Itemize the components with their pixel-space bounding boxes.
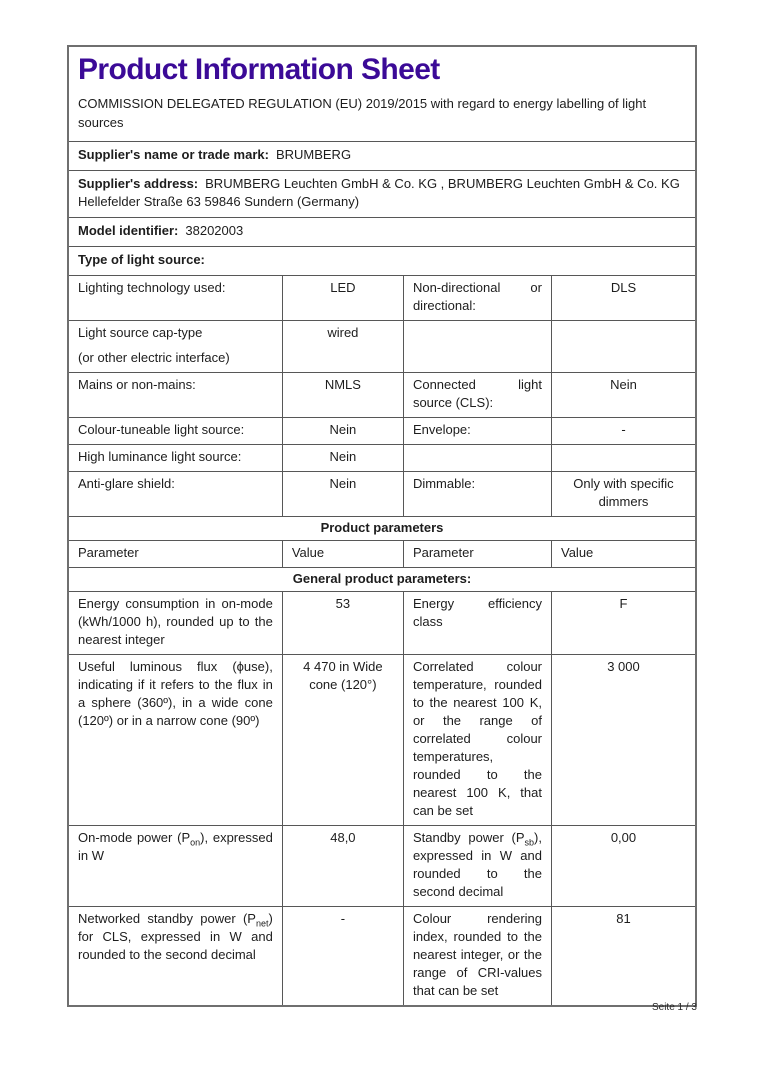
parameter-value: Nein bbox=[282, 418, 403, 444]
supplier-name-label: Supplier's name or trade mark: bbox=[78, 147, 269, 162]
supplier-name-row bbox=[69, 141, 695, 170]
page-title: Product Information Sheet bbox=[78, 53, 440, 86]
parameter-value: Nein bbox=[551, 373, 695, 417]
model-identifier-value: 38202003 bbox=[185, 223, 244, 238]
column-header-value: Value bbox=[282, 541, 403, 567]
parameter-label: Useful luminous flux (ϕuse), indicating if it refers to the flux in a sphere (360º), in a wide cone (120º) or in a narrow cone (90º) bbox=[78, 659, 273, 728]
table-row-energy-consumption bbox=[69, 591, 695, 654]
table-row-lighting-technology bbox=[69, 275, 695, 320]
parameter-label: Energy efficiency class bbox=[403, 592, 551, 654]
parameter-value: 48,0 bbox=[282, 826, 403, 906]
parameter-label: Mains or non-mains: bbox=[78, 377, 196, 392]
parameter-label: High luminance light source: bbox=[78, 449, 242, 464]
product-parameters-heading: Product parameters bbox=[69, 516, 695, 540]
general-product-parameters-heading: General product parameters: bbox=[69, 567, 695, 591]
type-of-light-source-row bbox=[69, 246, 695, 275]
table-row-cap-type bbox=[69, 320, 695, 372]
page-number: Seite 1 / 3 bbox=[651, 1002, 697, 1013]
type-of-light-source-label: Type of light source: bbox=[78, 252, 205, 267]
parameter-value: Nein bbox=[282, 445, 403, 471]
column-header-parameter: Parameter bbox=[78, 545, 139, 560]
model-identifier-row bbox=[69, 217, 695, 246]
parameter-label: Standby power $(P_{sb})$, expressed in W and rounded to the second decimal bbox=[403, 826, 551, 906]
parameter-value: Nein bbox=[282, 472, 403, 516]
table-row-colour-tuneable bbox=[69, 417, 695, 444]
parameter-value bbox=[551, 321, 695, 372]
table-row-high-luminance bbox=[69, 444, 695, 471]
supplier-name-value: BRUMBERG bbox=[275, 147, 352, 162]
parameter-value: - bbox=[282, 907, 403, 1005]
parameter-label: Colour-tuneable light source: bbox=[78, 422, 245, 437]
parameter-value: Only with specific dimmers bbox=[551, 472, 695, 516]
parameter-label bbox=[403, 445, 551, 471]
parameter-value: 81 bbox=[551, 907, 695, 1005]
parameter-label: Non-directional or directional: bbox=[403, 276, 551, 320]
parameter-label: Anti-glare shield: bbox=[78, 476, 175, 491]
parameter-label: Networked standby power $(P_{net})$ for CLS, expressed in W and rounded to the second decimal bbox=[78, 911, 273, 962]
supplier-address-value: BRUMBERG Leuchten GmbH & Co. KG , BRUMBERG Leuchten GmbH & Co. KG Hellefelder Straße 63 59846 Sundern (Germany) bbox=[78, 176, 680, 209]
parameter-value: 0,00 bbox=[551, 826, 695, 906]
parameter-value: NMLS bbox=[282, 373, 403, 417]
supplier-address-label: Supplier's address: bbox=[78, 176, 199, 191]
parameter-label: Energy consumption in on-mode (kWh/1000 h), rounded up to the nearest integer bbox=[78, 596, 273, 647]
supplier-address-row bbox=[69, 170, 695, 217]
model-identifier-label: Model identifier: bbox=[78, 223, 179, 238]
parameter-value: 3 000 bbox=[551, 655, 695, 825]
parameter-label bbox=[403, 321, 551, 372]
table-row-luminous-flux bbox=[69, 654, 695, 825]
parameter-label: Correlated colour temperature, rounded to the nearest 100 K, or the range of correlated colour temperatures, rounded to the nearest 100 K, that can be set bbox=[403, 655, 551, 825]
parameter-value: - bbox=[551, 418, 695, 444]
table-row-networked-standby bbox=[69, 906, 695, 1005]
parameter-value: wired bbox=[282, 321, 403, 372]
table-row-mains bbox=[69, 372, 695, 417]
parameter-value: 4 470 in Wide cone (120°) bbox=[282, 655, 403, 825]
cap-type-line2: (or other electric interface) bbox=[78, 350, 230, 365]
column-header-parameter: Parameter bbox=[403, 541, 551, 567]
parameter-value: 53 bbox=[282, 592, 403, 654]
table-header-row bbox=[69, 540, 695, 567]
parameter-value: DLS bbox=[551, 276, 695, 320]
table-row-on-mode-power bbox=[69, 825, 695, 906]
parameter-label: On-mode power $(P_{on})$, expressed in W bbox=[78, 830, 273, 863]
regulation-subtitle: COMMISSION DELEGATED REGULATION (EU) 2019/2015 with regard to energy labelling of light sources bbox=[78, 96, 647, 130]
parameter-value bbox=[551, 445, 695, 471]
column-header-value: Value bbox=[551, 541, 695, 567]
parameter-value: LED bbox=[282, 276, 403, 320]
product-information-table bbox=[67, 45, 697, 1007]
parameter-value: F bbox=[551, 592, 695, 654]
title-block bbox=[69, 47, 695, 141]
parameter-label: Envelope: bbox=[403, 418, 551, 444]
parameter-label: Connected light source (CLS): bbox=[403, 373, 551, 417]
parameter-label: Colour rendering index, rounded to the nearest integer, or the range of CRI-values that can be set bbox=[403, 907, 551, 1005]
parameter-label: Lighting technology used: bbox=[78, 280, 226, 295]
parameter-label: Dimmable: bbox=[403, 472, 551, 516]
table-row-anti-glare bbox=[69, 471, 695, 516]
cap-type-line1: Light source cap-type bbox=[78, 325, 203, 340]
parameter-label bbox=[69, 321, 282, 372]
